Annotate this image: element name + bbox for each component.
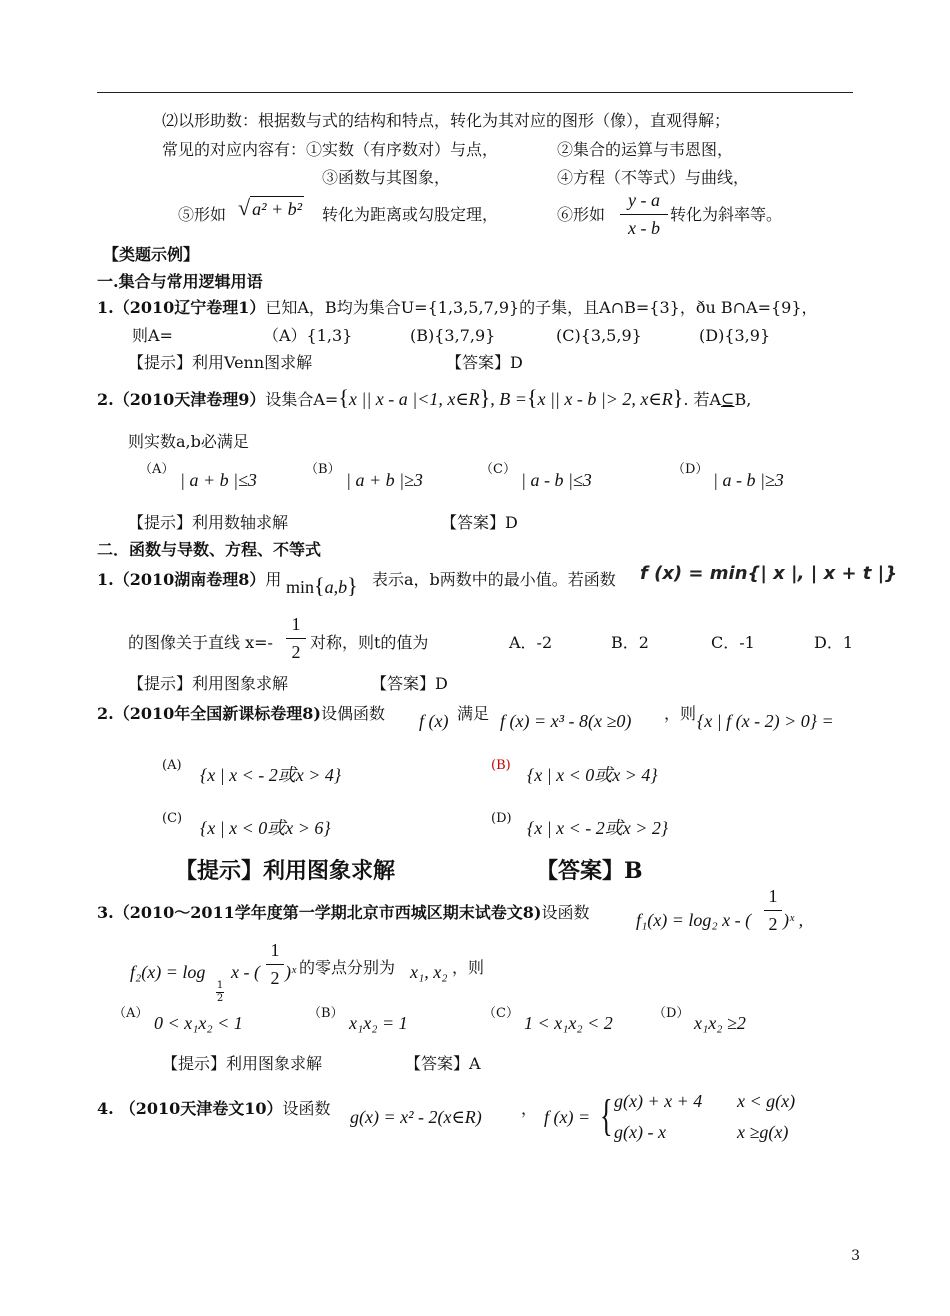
q2-4-line — [97, 1099, 331, 1119]
q-stem: 设集合A= — [265, 390, 339, 409]
q1-2-answer: 【答案】D — [441, 513, 518, 532]
fraction-bar — [266, 964, 284, 965]
brace-open: { — [526, 385, 538, 410]
fraction-numerator: 1 — [216, 980, 224, 991]
q2-3-option-c: 1 < x₁x₂ < 2 — [524, 1013, 613, 1033]
min-operator: min — [286, 577, 315, 597]
q2-4-case1: g(x) + x + 4 — [614, 1091, 703, 1111]
q-number: 2. — [97, 390, 114, 409]
q1-1-prompt: 则A= — [132, 326, 173, 345]
fraction-numerator: 1 — [768, 886, 778, 906]
q2-3-zeros-vars: x₁, x₂ — [410, 962, 448, 982]
fraction-numerator: y - a — [628, 190, 660, 210]
set-a-expr: x || x - a |<1, x∈R — [348, 389, 480, 409]
half-fraction — [286, 614, 306, 663]
brace-close: } — [347, 573, 358, 598]
q2-2-stem-c: ，则 — [664, 704, 697, 723]
brace-close: } — [479, 385, 491, 410]
q2-4-fx: f (x) = — [544, 1107, 591, 1127]
q1-2-option-a-label: （A） — [139, 462, 175, 477]
q2-1-line2-end: 对称，则t的值为 — [310, 633, 429, 652]
q2-2-option-b: {x | x < 0或x > 4} — [527, 765, 658, 785]
half-fraction — [266, 940, 284, 989]
intro-line-2a: 常见的对应内容有：①实数（有序数对）与点， — [162, 140, 499, 159]
q2-3-zeros: 的零点分别为 — [299, 958, 396, 977]
q-stem: 已知A，B均为集合U={1,3,5,7,9}的子集，且A∩B={3}，ðu B∩A={9}， — [265, 298, 818, 317]
q2-4-case1-cond: x < g(x) — [737, 1091, 796, 1111]
function-image-text: f (x) = min{| x |, | x + t |} — [640, 563, 898, 584]
q2-3-f1-end: )ˣ , — [783, 910, 804, 930]
q-source: （2010湖南卷理8） — [113, 570, 266, 589]
set-b-expr: x || x - b |> 2, x∈R — [537, 389, 673, 409]
q2-3-option-b: x₁x₂ = 1 — [349, 1013, 408, 1033]
min-expression — [286, 573, 358, 598]
q1-2-option-c-label: （C） — [480, 462, 516, 477]
q2-1-option-d: D．1 — [814, 633, 854, 652]
q-stem: 设函数 — [541, 903, 590, 922]
q2-2-stem-b: 满足 — [457, 704, 490, 723]
q2-2-option-c: {x | x < 0或x > 6} — [200, 818, 331, 838]
fraction-numerator: 1 — [291, 614, 301, 634]
q1-2-option-b: | a + b |≥3 — [346, 470, 423, 490]
q2-3-option-a-label: （A） — [113, 1006, 149, 1021]
slope-fraction — [620, 190, 668, 239]
q1-1-option-b: (B){3,7,9} — [410, 326, 496, 345]
q2-2-line — [97, 704, 385, 724]
q2-3-hint: 【提示】利用图象求解 — [162, 1054, 323, 1073]
q1-1-hint: 【提示】利用Venn图求解 — [128, 353, 313, 372]
q1-1-answer: 【答案】D — [446, 353, 523, 372]
q-source: （2010天津卷理9） — [113, 390, 266, 409]
q-number: 1. — [97, 298, 114, 317]
q2-3-f1: f₁(x) = log₂ x - ( — [636, 910, 752, 930]
q2-1-answer: 【答案】D — [371, 674, 448, 693]
q2-2-answer: 【答案】B — [536, 858, 643, 884]
q2-3-f2-mid: x - ( — [231, 962, 260, 982]
q2-2-option-a-label: (A) — [162, 758, 182, 773]
q2-3-option-c-label: （C） — [483, 1006, 519, 1021]
q2-3-answer: 【答案】A — [405, 1054, 481, 1073]
q-stem: 设偶函数 — [320, 704, 385, 723]
q2-3-f2: f₂(x) = log — [130, 962, 206, 982]
fraction-bar — [620, 214, 668, 215]
intro-line-4a: ⑤形如 — [178, 205, 227, 224]
q2-3-option-a: 0 < x₁x₂ < 1 — [154, 1013, 243, 1033]
fraction-denominator: 2 — [768, 914, 778, 934]
fraction-denominator: 2 — [270, 968, 280, 988]
fraction-numerator: 1 — [270, 940, 280, 960]
intro-line-1: ⑵以形助数：根据数与式的结构和特点，转化为其对应的图形（像），直观得解； — [162, 111, 731, 130]
q2-2-option-a: {x | x < - 2或x > 4} — [200, 765, 342, 785]
q2-3-option-d: x₁x₂ ≥2 — [694, 1013, 746, 1033]
brace-open: { — [338, 385, 349, 410]
q-number: 2. — [97, 704, 114, 723]
intro-line-4b: ⑥形如 — [557, 205, 606, 224]
q-stem: 设函数 — [282, 1099, 331, 1118]
fraction-bar — [764, 910, 782, 911]
q2-3-zeros-end: ，则 — [452, 958, 485, 977]
q2-2-option-d-label: (D) — [491, 811, 512, 826]
q1-2-line — [97, 385, 752, 410]
q-source: （2010年全国新课标卷理8) — [113, 704, 321, 723]
brace-open: { — [314, 573, 325, 598]
q2-2-condition: f (x) = x³ - 8(x ≥0) — [500, 711, 632, 731]
q-stem: 用 — [265, 570, 282, 589]
page-number: 3 — [851, 1248, 860, 1264]
q2-2-set: {x | f (x - 2) > 0} = — [697, 711, 834, 731]
q1-2-option-d: | a - b |≥3 — [713, 470, 784, 490]
q2-2-hint: 【提示】利用图象求解 — [175, 858, 396, 884]
q2-2-option-b-label: (B) — [491, 758, 511, 773]
q1-2-option-a: | a + b |≤3 — [180, 470, 257, 490]
min-args: a,b — [324, 577, 348, 597]
intro-line-4b-end: 转化为斜率等。 — [670, 205, 783, 224]
q2-1-option-a: A．-2 — [509, 633, 553, 652]
q2-1-option-c: C．-1 — [711, 633, 755, 652]
q1-1-option-d: (D){3,9} — [699, 326, 771, 345]
q2-3-line — [97, 903, 590, 923]
fraction-denominator: 2 — [291, 642, 301, 662]
q2-2-fx: f (x) — [419, 711, 449, 731]
fraction-bar — [286, 638, 306, 639]
log-base-fraction — [216, 980, 224, 1005]
q2-3-option-b-label: （B） — [308, 1006, 344, 1021]
intro-line-2b: ②集合的运算与韦恩图， — [557, 140, 734, 159]
intro-line-4a-end: 转化为距离或勾股定理， — [322, 205, 499, 224]
q1-2-option-d-label: （D） — [672, 462, 709, 477]
q2-2-option-d: {x | x < - 2或x > 2} — [527, 818, 669, 838]
section-2-title: 二．函数与导数、方程、不等式 — [97, 540, 322, 559]
q-source: （2010天津卷文10） — [119, 1099, 283, 1118]
q1-2-hint: 【提示】利用数轴求解 — [128, 513, 289, 532]
q1-2-line2: 则实数a,b必满足 — [128, 432, 249, 451]
fraction-denominator: 2 — [216, 993, 224, 1004]
q2-1-hint: 【提示】利用图象求解 — [128, 674, 289, 693]
q-number: 4. — [97, 1099, 114, 1118]
q2-4-case2-cond: x ≥g(x) — [737, 1122, 789, 1142]
subset-symbol: ⊆ — [721, 390, 735, 409]
header-rule — [97, 92, 853, 93]
fraction-denominator: x - b — [628, 218, 660, 238]
section-header: 【类题示例】 — [103, 245, 200, 264]
q1-1-option-c: (C){3,5,9} — [556, 326, 642, 345]
q-source: （2010辽宁卷理1） — [113, 298, 266, 317]
q1-2-option-c: | a - b |≤3 — [521, 470, 592, 490]
half-fraction — [764, 886, 782, 935]
intro-line-3b: ④方程（不等式）与曲线， — [557, 168, 750, 187]
q2-1-option-b: B．2 — [611, 633, 649, 652]
q2-1-stem-b: 表示a，b两数中的最小值。若函数 — [372, 570, 616, 589]
piecewise-brace: { — [600, 1091, 613, 1140]
brace-close: } — [672, 385, 684, 410]
q2-4-gx: g(x) = x² - 2(x∈R) — [350, 1107, 482, 1127]
intro-line-3a: ③函数与其图象， — [322, 168, 451, 187]
q-stem: . 若A — [683, 390, 722, 409]
q2-2-option-c-label: (C) — [162, 811, 183, 826]
q1-1-line — [97, 298, 818, 318]
set-b-prefix: , B = — [490, 389, 527, 409]
q2-1-line — [97, 570, 281, 590]
q-number: 3. — [97, 903, 114, 922]
q2-3-f2-end: )ˣ — [285, 962, 297, 982]
q1-2-option-b-label: （B） — [305, 462, 341, 477]
q2-4-case2: g(x) - x — [614, 1122, 666, 1142]
q2-1-line2: 的图像关于直线 x=- — [128, 633, 273, 652]
sqrt-radicand: a² + b² — [250, 196, 304, 219]
section-1-title: 一.集合与常用逻辑用语 — [97, 272, 263, 291]
q-source: （2010～2011学年度第一学期北京市西城区期末试卷文8) — [113, 903, 542, 922]
q2-4-comma: ， — [521, 1099, 538, 1118]
q2-3-option-d-label: （D） — [653, 1006, 690, 1021]
sqrt-expression: √ a² + b² — [238, 195, 303, 220]
q-number: 1. — [97, 570, 114, 589]
q-stem: B, — [734, 390, 752, 409]
q1-1-option-a: （A）{1,3} — [263, 326, 353, 345]
